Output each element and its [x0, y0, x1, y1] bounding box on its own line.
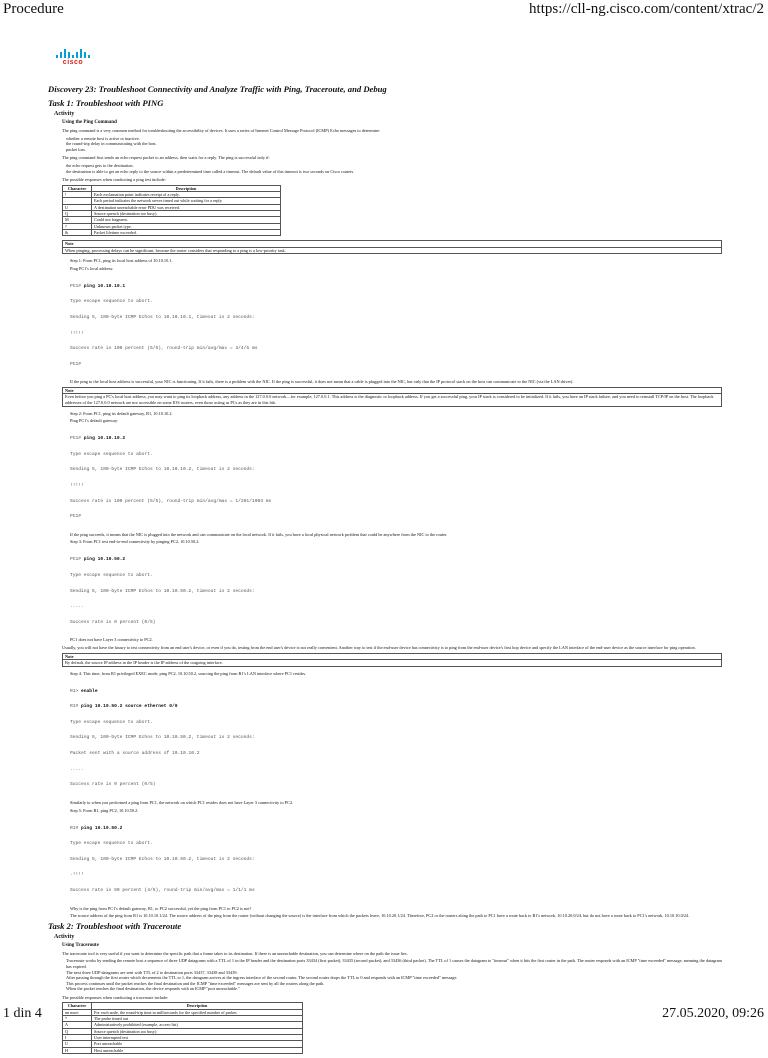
table-cell: ? [63, 223, 92, 229]
table-cell: U [63, 1041, 92, 1047]
console-output [70, 678, 726, 798]
table-cell: Port unreachable [92, 1041, 303, 1047]
table-cell: & [63, 229, 92, 235]
table-cell: Could not fragment. [92, 217, 281, 223]
list-item: Traceroute works by sending the remote host a sequence of three UDP datagrams with a TTL of 1 in the IP header and the destination ports 33434 (first packet), 33435 (second packet), and 33436 (third packet). The TTL of 1 causes the datagram to "timeout" when it hits the first router in the path. The router responds with an ICMP "time exceeded" message, meaning the datagram has expired. [66, 958, 722, 969]
note-title: Note [63, 654, 721, 660]
step-2: Step 2: From PC1, ping its default gateway, R1, 10.10.10.2. [70, 410, 173, 416]
table-cell: Source quench (destination too busy). [92, 210, 281, 216]
console-line: PC1# [70, 514, 82, 520]
list-item: packet loss. [66, 146, 87, 152]
task1-bullets [48, 136, 726, 153]
console-line: Success rate is 80 percent (4/5), round-trip min/avg/max = 1/1/1 ms [70, 887, 255, 893]
console-line: Success rate is 0 percent (0/5) [70, 782, 156, 788]
table-header: Character [63, 1003, 92, 1009]
list-item: the destination is able to get an echo reply to the source within a predetermined time called a timeout. The default value of this timeout is two seconds on Cisco routers. [66, 168, 355, 174]
table-cell: Q [63, 1028, 92, 1034]
command: ping 10.10.10.1 [83, 283, 126, 289]
task2-activity: Activity [54, 933, 75, 940]
table-cell: For each node, the round-trip time in milliseconds for the specified number of probes [92, 1009, 303, 1015]
console-output [70, 426, 726, 530]
table-cell: The probe timed out [92, 1016, 303, 1022]
table-cell: Host unreachable [92, 1047, 303, 1053]
prompt: R1# [70, 825, 82, 831]
console-output [70, 815, 726, 903]
table-cell: * [63, 1016, 92, 1022]
table-cell: Unknown packet type. [92, 223, 281, 229]
console-line: ..... [70, 604, 84, 610]
console-line: Type escape sequence to abort. [70, 451, 153, 457]
list-item: the echo request gets to the destination. [66, 162, 134, 168]
print-header [0, 0, 768, 20]
command: enable [81, 688, 98, 694]
table-cell: Source quench (destination too busy) [92, 1028, 303, 1034]
header-title: Procedure [3, 1, 64, 17]
command: ping 10.10.50.2 source ethernet 0/0 [81, 704, 178, 710]
document-title: Discovery 23: Troubleshoot Connectivity and Analyze Traffic with Ping, Traceroute, and Debug [48, 84, 387, 94]
table-row [63, 229, 281, 235]
note-body: By default, the source IP address in the IP header is the IP address of the outgoing interface. [65, 660, 223, 666]
logo-text: cisco [62, 59, 84, 66]
table-cell: . [63, 198, 92, 204]
paragraph-usually: Usually, you will not have the luxury to test connectivity from an end user's device, or even if you do, testing from the end user's device is not really convenient. Another way to test if the end-user device has connectivity is to ping from the end-user device's first hop device and specify the LAN interface of the end-user device as the source interface for ping operation. [62, 645, 696, 651]
document-page [48, 48, 726, 1058]
list-item: the round-trip delay in communicating with the host. [66, 141, 157, 147]
note-body: Even before you ping a PC's local host address, you may want to ping its loopback address, any address in the 127.0.0.0 network—for example, 127.0.0.1. This address is the diagnostic or loopback address. If you get a successful ping, your IP stack is considered to be initialized. If it fails, you have an IP stack failure, and you need to reinstall TCP/IP on the host. The loopback addresses of the 127.0.0.0 network are not accessible on some IOS routers, even those acting as PCs as they are in this lab. [65, 394, 714, 405]
list-item: This process continues until the packet reaches the final destination and the ICMP "time exceeded" messages are sent by all the routers along the path. [66, 980, 325, 986]
ping-response-table [62, 185, 281, 236]
note-body: When pinging, processing delays can be significant, because the router considers that responding to a ping is a low-priority task. [65, 247, 286, 253]
console-line: Sending 5, 100-byte ICMP Echos to 10.10.10.2, timeout is 2 seconds: [70, 467, 255, 473]
table-cell: A [63, 1022, 92, 1028]
table-header: Character [63, 185, 92, 191]
step-1-label: Ping PC1's local address: [70, 265, 114, 271]
prompt: PC1# [70, 436, 84, 442]
table-cell: Packet lifetime exceeded. [92, 229, 281, 235]
task1-activity: Activity [54, 111, 75, 117]
step-2-after: If the ping succeeds, it means that the NIC is plugged into the network and can communicate on the local network. If it fails, you have a local physical network problem that could be anywhere from the NIC to the router. [70, 531, 448, 537]
table-row [63, 1047, 303, 1053]
note-box [62, 653, 722, 667]
note-box [62, 240, 722, 254]
console-line: Type escape sequence to abort. [70, 841, 153, 847]
step-4: Step 4: This time, from R1 privileged EXEC mode, ping PC2, 10.10.50.2, sourcing the ping from R1's LAN interface where PC1 resides. [70, 670, 307, 676]
prompt: R1> [70, 688, 82, 694]
console-line: Sending 5, 100-byte ICMP Echos to 10.10.50.2, timeout is 2 seconds: [70, 588, 255, 594]
table-cell: Q [63, 210, 92, 216]
table-cell: M [63, 217, 92, 223]
step-4-after: Similarly to when you performed a ping from PC1, the network on which PC1 resides does not have Layer 3 connectivity to PC2. [70, 799, 294, 805]
page-number: 1 din 4 [3, 1006, 42, 1021]
task2-subtitle: Using Traceroute [62, 942, 99, 948]
cisco-logo [56, 48, 90, 72]
task1-title: Task 1: Troubleshoot with PING [48, 98, 164, 108]
task1-bullets2 [48, 163, 726, 174]
table-cell: ! [63, 192, 92, 198]
console-line: Sending 5, 100-byte ICMP Echos to 10.10.50.2, timeout is 2 seconds: [70, 735, 255, 741]
step-1-after: If the ping to the local host address is successful, your NIC is functioning. If it fails, there is a problem with the NIC. If the ping is successful, it does not mean that a cable is plugged into the NIC, but only that the IP protocol stack on the host can communicate to the NIC (via the LAN driver). [70, 379, 574, 385]
list-item: When the packet reaches the final destination, the device responds with an ICMP "port unreachable." [66, 986, 240, 992]
question: Why is the ping from PC1's default gateway, R1, to PC2 successful, yet the ping from PC1 to PC2 is not? [70, 905, 252, 911]
table-cell: User interrupted test [92, 1034, 303, 1040]
list-item: After passing through the first router which decrements the TTL to 1, the datagram arrives at the ingress interface of the second router. The second router drops the TTL to 0 and responds with an ICMP "time exceeded" message. [66, 975, 458, 981]
console-line: Sending 5, 100-byte ICMP Echos to 10.10.10.1, timeout is 2 seconds: [70, 314, 255, 320]
console-line: !!!!! [70, 330, 84, 336]
task1-subtitle: Using the Ping Command [62, 120, 117, 125]
task1-intro: The ping command is a very common method for troubleshooting the accessibility of devices. It uses a series of Internet Control Message Protocol (ICMP) Echo messages to determine: [62, 128, 381, 133]
task2-bullets [48, 958, 726, 992]
console-line: .!!!! [70, 872, 84, 878]
prompt: R1# [70, 704, 82, 710]
prompt: PC1# [70, 283, 84, 289]
step-3-after: PC1 does not have Layer 3 connectivity to PC2. [70, 637, 153, 643]
step-5: Step 5: From R1, ping PC2, 10.10.50.2. [70, 807, 139, 813]
console-line: Success rate is 100 percent (5/5), round-trip min/avg/max = 3/4/5 ms [70, 346, 258, 352]
step-2-label: Ping PC1's default gateway: [70, 418, 119, 424]
task1-p2: The ping command first sends an echo request packet to an address, then waits for a reply. The ping is successful only if: [62, 155, 270, 161]
print-footer [0, 1004, 768, 1024]
command: ping 10.10.50.2 [83, 557, 126, 563]
console-line: Sending 5, 100-byte ICMP Echos to 10.10.50.2, timeout is 2 seconds: [70, 856, 255, 862]
console-line: Success rate is 0 percent (0/5) [70, 619, 156, 625]
task2-title: Task 2: Troubleshoot with Traceroute [48, 920, 182, 931]
command: ping 10.10.10.2 [83, 436, 126, 442]
table-header: Description [92, 185, 281, 191]
console-line: !!!!! [70, 482, 84, 488]
table-cell: Each period indicates the network server timed out while waiting for a reply. [92, 198, 281, 204]
step-3: Step 3: From PC1 test end-to-end connectivity by pinging PC2, 10.10.50.2. [70, 539, 200, 545]
command: ping 10.10.50.2 [81, 825, 123, 831]
header-url[interactable]: https://cll-ng.cisco.com/content/xtrac/2 [529, 1, 764, 17]
note-box [62, 387, 722, 407]
table-cell: H [63, 1047, 92, 1053]
table-cell: nn msec [63, 1009, 92, 1015]
step-1: Step 1: From PC1, ping its local host address of 10.10.10.1. [70, 258, 173, 264]
console-line: Type escape sequence to abort. [70, 299, 153, 305]
console-line: PC1# [70, 361, 82, 367]
console-line: Type escape sequence to abort. [70, 719, 153, 725]
console-line: ..... [70, 766, 84, 772]
note-title: Note [63, 388, 721, 394]
note-title: Note [63, 241, 721, 247]
console-line: Success rate is 100 percent (5/5), round-trip min/avg/max = 1/201/1003 ms [70, 498, 272, 504]
list-item: The next three UDP datagrams are sent with TTL of 2 to destination ports 33437, 33438 and 33439. [66, 969, 238, 975]
print-datetime: 27.05.2020, 09:26 [662, 1006, 764, 1021]
task2-p3: The possible responses when conducting a traceroute include: [62, 994, 169, 1000]
table-cell: Each exclamation point indicates receipt of a reply. [92, 192, 281, 198]
task1-p3: The possible responses when conducting a ping test include: [62, 177, 166, 183]
console-output [70, 273, 726, 377]
answer: The source address of the ping from R1 is 10.10.10.1/24. The source address of the ping from the router (without changing the source) is the interface from which the packets leave, 10.10.20.1/24. Therefore, PC2 or the routers along the path to PC1 have a route back to R1's network, 10.10.20.0/24, but do not have a route back to PC1's network, 10.10.10.0/24. [70, 913, 690, 919]
task2-intro: The traceroute tool is very useful if you want to determine the specific path that a frame takes to its destination. If there is an unreachable destination, you can determine where on the path the issue lies. [62, 950, 408, 956]
console-line: Type escape sequence to abort. [70, 573, 153, 579]
table-cell: I [63, 1034, 92, 1040]
table-cell: Administratively prohibited (example, access-list) [92, 1022, 303, 1028]
list-item: whether a remote host is active or inactive. [66, 135, 140, 141]
table-cell: U [63, 204, 92, 210]
table-cell: A destination unreachable error PDU was received. [92, 204, 281, 210]
table-header: Description [92, 1003, 303, 1009]
console-output [70, 547, 726, 635]
console-line: Packet sent with a source address of 10.10.10.2 [70, 751, 200, 757]
prompt: PC1# [70, 557, 84, 563]
